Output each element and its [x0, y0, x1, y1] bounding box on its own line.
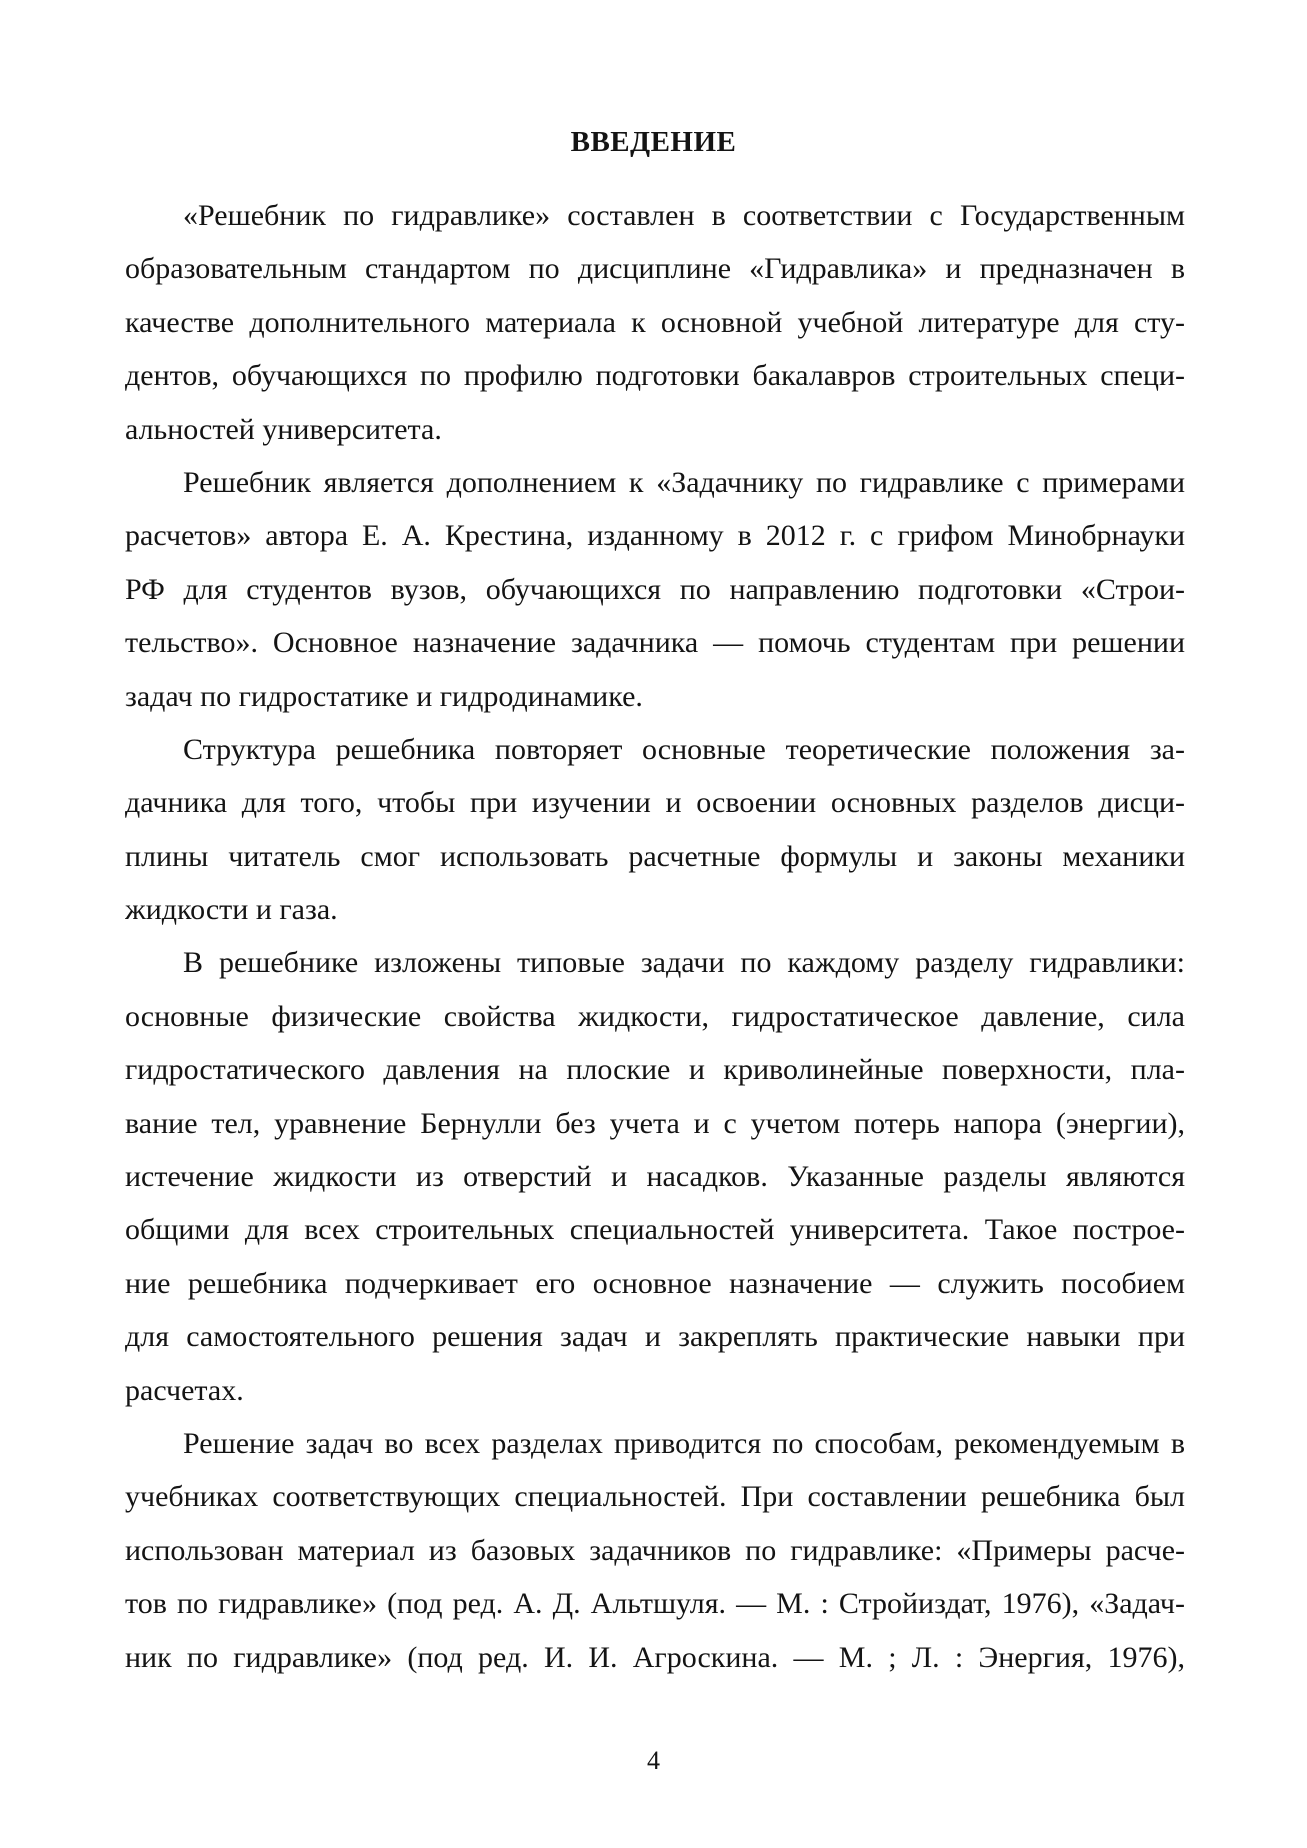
paragraph-line: Решение задач во всех разделах приводится по способам, рекомендуемым в	[183, 1426, 1185, 1460]
paragraph-line: В решебнике изложены типовые задачи по каждому разделу гидравлики:	[183, 946, 1185, 980]
paragraph-line: «Решебник по гидравлике» составлен в соответствии с Государственным	[183, 199, 1185, 232]
paragraph-line: задач по гидростатике и гидродинамике.	[125, 679, 643, 713]
paragraph-line: качестве дополнительного материала к основной учебной литературе для сту-	[125, 305, 1185, 339]
paragraph-1	[125, 189, 1185, 456]
paragraph-line: для самостоятельного решения задач и закреплять практические навыки при	[125, 1320, 1185, 1354]
paragraph-line: гидростатического давления на плоские и криволинейные поверхности, пла-	[125, 1053, 1185, 1087]
paragraph-line: плины читатель смог использовать расчетные формулы и законы механики	[125, 839, 1185, 873]
body-text	[125, 189, 1185, 1684]
paragraph-line: Структура решебника повторяет основные теоретические положения за-	[183, 732, 1185, 766]
paragraph-line: дентов, обучающихся по профилю подготовки бакалавров строительных специ-	[125, 359, 1185, 393]
paragraph-line: использован материал из базовых задачников по гидравлике: «Примеры расче-	[125, 1533, 1185, 1567]
paragraph-3	[125, 723, 1185, 937]
paragraph-line: альностей университета.	[125, 412, 442, 446]
paragraph-line: дачника для того, чтобы при изучении и освоении основных разделов дисци-	[125, 786, 1185, 820]
paragraph-line: учебниках соответствующих специальностей. При составлении решебника был	[125, 1480, 1185, 1514]
paragraph-line: основные физические свойства жидкости, гидростатическое давление, сила	[125, 999, 1185, 1033]
paragraph-line: ние решебника подчеркивает его основное назначение — служить пособием	[125, 1266, 1185, 1300]
paragraph-2	[125, 456, 1185, 723]
paragraph-line: тельство». Основное назначение задачника — помочь студентам при решении	[125, 626, 1185, 660]
page-number: 4	[647, 1746, 660, 1775]
page-title: ВВЕДЕНИЕ	[570, 126, 737, 158]
paragraph-line: тов по гидравлике» (под ред. А. Д. Альтшуля. — М. : Стройиздат, 1976), «Задач-	[125, 1587, 1185, 1621]
paragraph-5	[125, 1417, 1185, 1684]
paragraph-line: образовательным стандартом по дисциплине «Гидравлика» и предназначен в	[125, 252, 1185, 286]
paragraph-line: расчетов» автора Е. А. Крестина, изданному в 2012 г. с грифом Минобрнауки	[125, 519, 1185, 553]
paragraph-line: РФ для студентов вузов, обучающихся по направлению подготовки «Строи-	[125, 572, 1185, 606]
paragraph-line: Решебник является дополнением к «Задачнику по гидравлике с примерами	[183, 465, 1185, 499]
paragraph-line: истечение жидкости из отверстий и насадков. Указанные разделы являются	[125, 1160, 1185, 1194]
paragraph-line: ник по гидравлике» (под ред. И. И. Агроскина. — М. ; Л. : Энергия, 1976),	[125, 1640, 1185, 1674]
paragraph-line: общими для всех строительных специальностей университета. Такое построе-	[125, 1213, 1185, 1247]
paragraph-line: вание тел, уравнение Бернулли без учета и с учетом потерь напора (энергии),	[125, 1106, 1185, 1140]
paragraph-line: расчетах.	[125, 1373, 244, 1407]
paragraph-line: жидкости и газа.	[125, 893, 338, 927]
paragraph-4	[125, 936, 1185, 1417]
